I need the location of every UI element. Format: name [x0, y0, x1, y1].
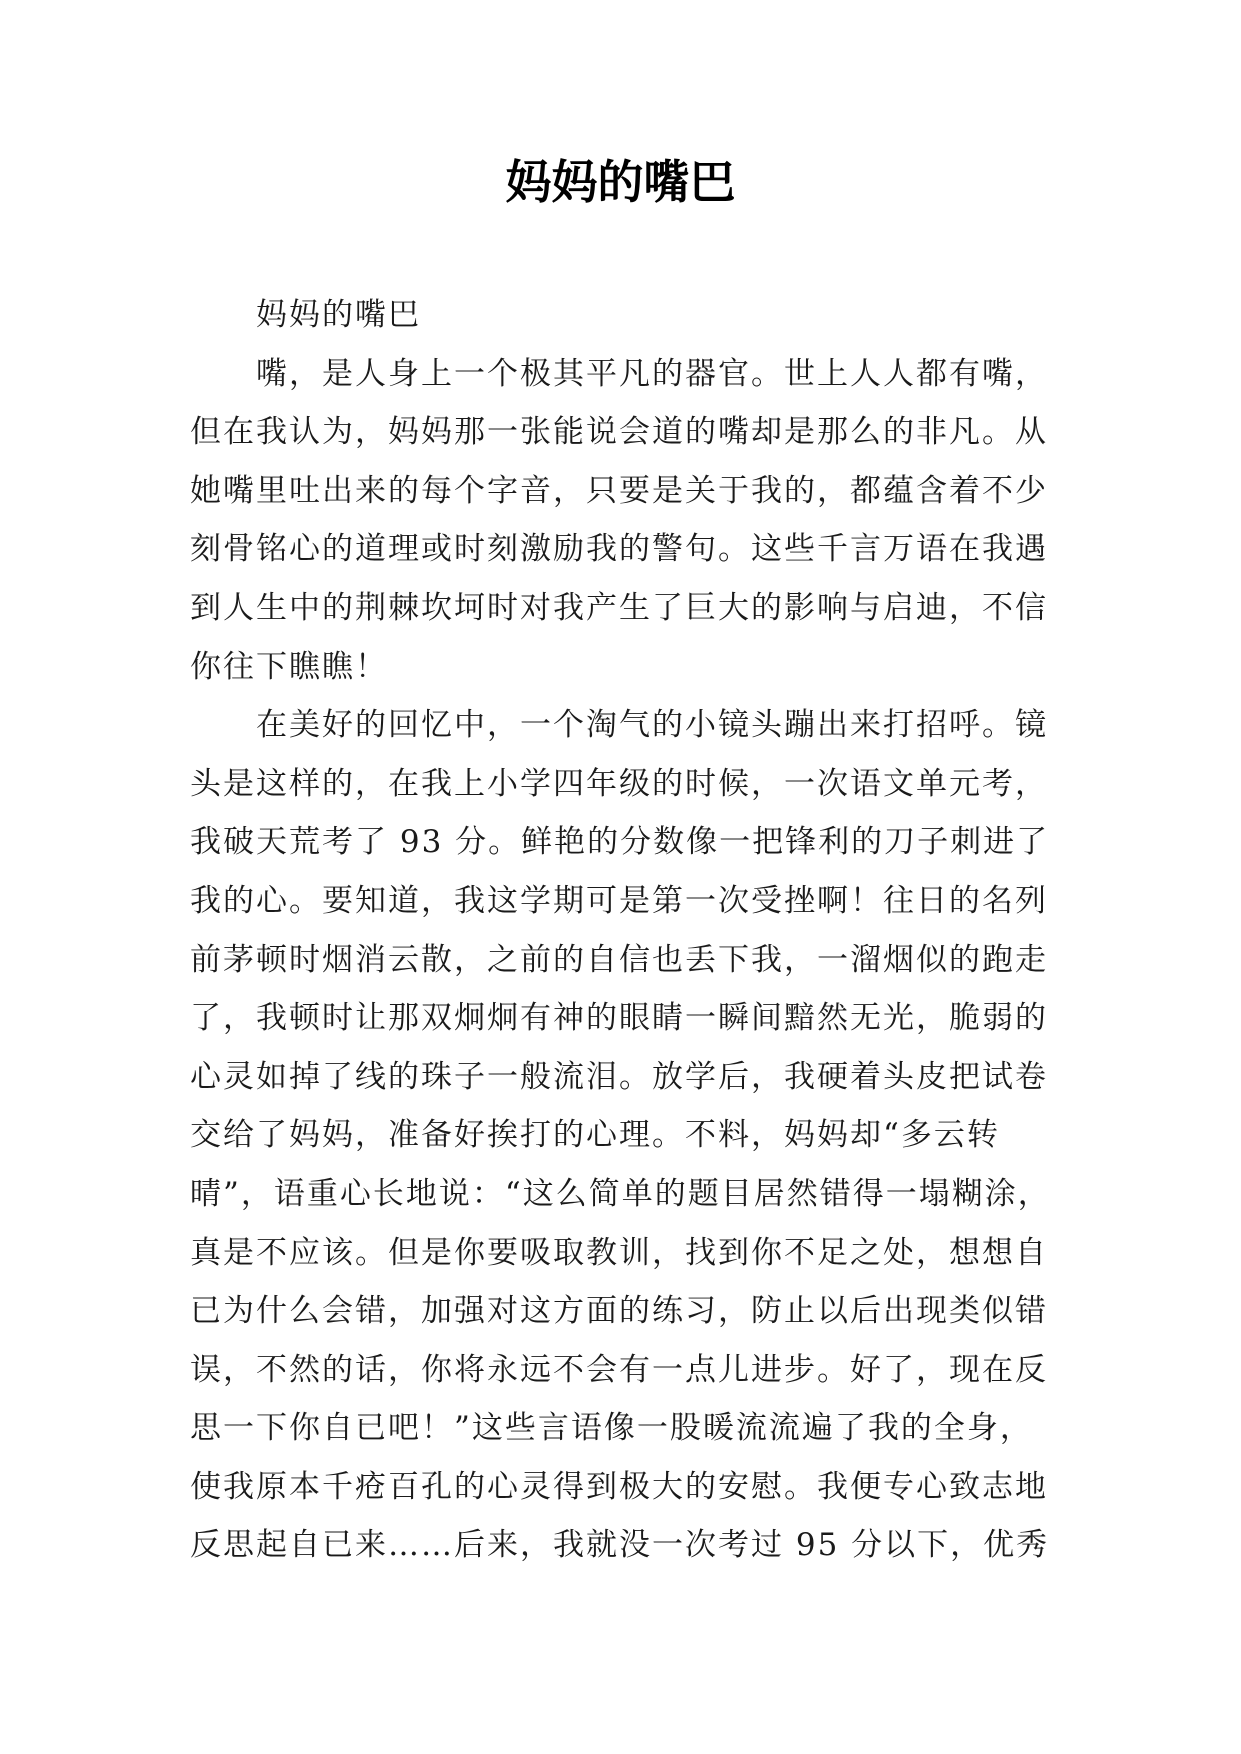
text-line: 误，不然的话，你将永远不会有一点儿进步。好了，现在反 [190, 1351, 1048, 1388]
text-line: 你往下瞧瞧！ [190, 648, 388, 685]
text-line: 反思起自已来……后来，我就没一次考过 95 分以下，优秀 [190, 1527, 1050, 1564]
text-line: 她嘴里吐出来的每个字音，只要是关于我的，都蕴含着不少 [190, 472, 1048, 509]
text-line: 到人生中的荆棘坎坷时对我产生了巨大的影响与启迪，不信 [190, 589, 1048, 626]
text-line: 前茅顿时烟消云散，之前的自信也丢下我，一溜烟似的跑走 [190, 941, 1048, 978]
text-line: 头是这样的，在我上小学四年级的时候，一次语文单元考， [190, 765, 1048, 802]
document-body [190, 286, 1070, 1575]
text-line: 在美好的回忆中，一个淘气的小镜头蹦出来打招呼。镜 [256, 707, 1048, 744]
text-line: 嘴，是人身上一个极其平凡的器官。世上人人都有嘴， [256, 355, 1048, 392]
text-line: 交给了妈妈，准备好挨打的心理。不料，妈妈却“多云转 [190, 1117, 1000, 1154]
document-title: 妈妈的嘴巴 [505, 155, 736, 209]
text-line: 使我原本千疮百孔的心灵得到极大的安慰。我便专心致志地 [190, 1468, 1048, 1505]
text-line: 真是不应该。但是你要吸取教训，找到你不足之处，想想自 [190, 1234, 1048, 1271]
text-line: 我的心。要知道，我这学期可是第一次受挫啊！往日的名列 [190, 882, 1048, 919]
text-line: 晴”，语重心长地说：“这么简单的题目居然错得一塌糊涂， [190, 1175, 1051, 1212]
text-line: 了，我顿时让那双炯炯有神的眼睛一瞬间黯然无光，脆弱的 [190, 1000, 1048, 1037]
text-line: 刻骨铭心的道理或时刻激励我的警句。这些千言万语在我遇 [190, 531, 1048, 568]
text-line: 我破天荒考了 93 分。鲜艳的分数像一把锋利的刀子刺进了 [190, 824, 1050, 861]
text-line: 但在我认为，妈妈那一张能说会道的嘴却是那么的非凡。从 [190, 414, 1048, 451]
text-line: 思一下你自已吧！”这些言语像一股暖流流遍了我的全身， [190, 1410, 1033, 1447]
text-line: 心灵如掉了线的珠子一般流泪。放学后，我硬着头皮把试卷 [190, 1058, 1048, 1095]
text-line: 已为什么会错，加强对这方面的练习，防止以后出现类似错 [190, 1293, 1048, 1330]
text-line: 妈妈的嘴巴 [256, 297, 421, 333]
